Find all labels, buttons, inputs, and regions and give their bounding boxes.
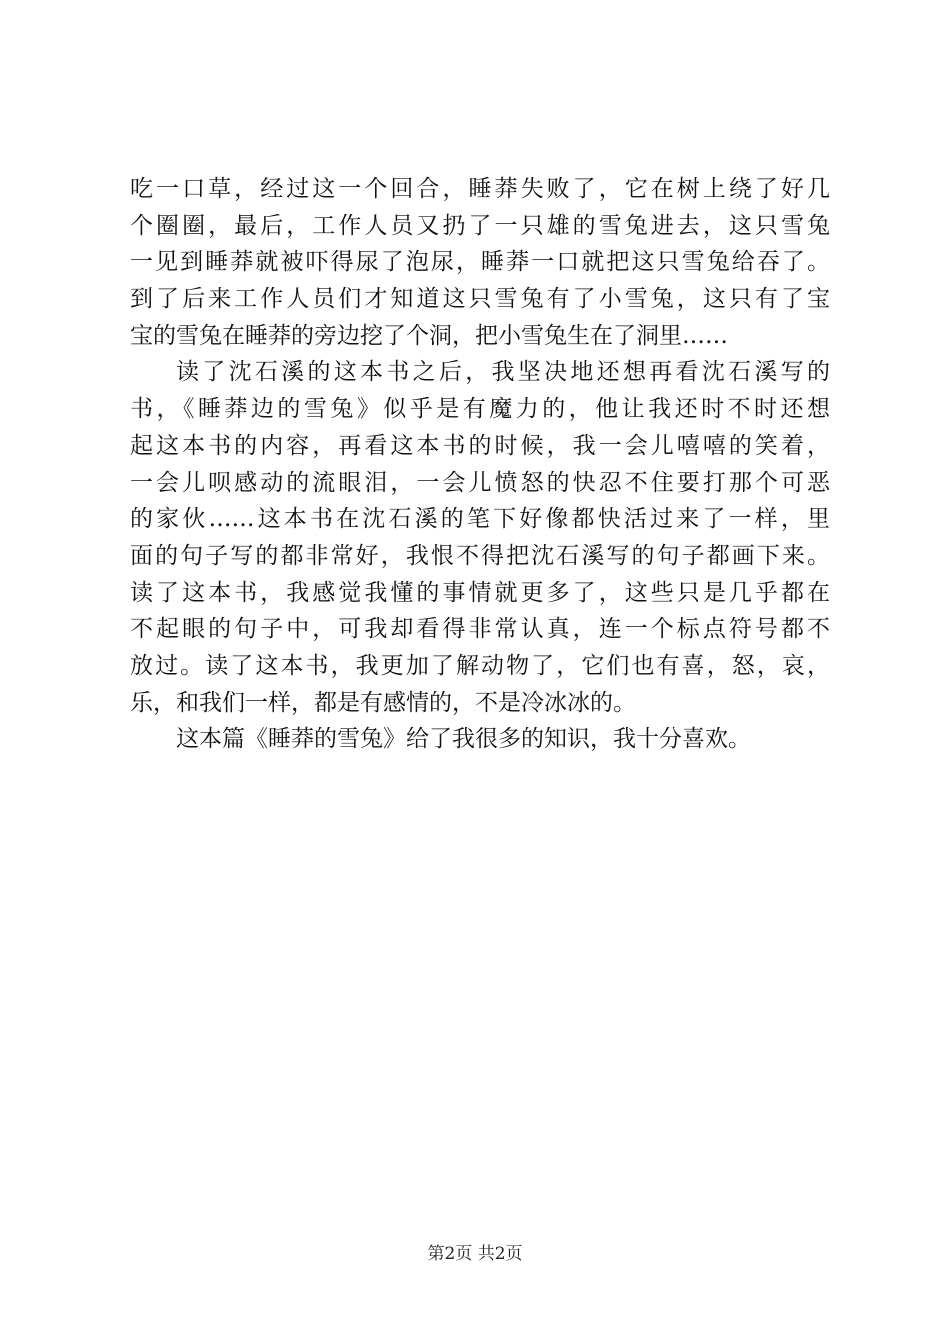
text-line: 到了后来工作人员们才知道这只雪兔有了小雪兔，这只有了宝 [130, 286, 830, 313]
page-number: 第2页 共2页 [427, 1244, 523, 1264]
text-line: 这本篇《睡莽的雪兔》给了我很多的知识，我十分喜欢。 [176, 726, 751, 753]
text-line: 读了沈石溪的这本书之后，我坚决地还想再看沈石溪写的 [176, 359, 830, 386]
text-line: 面的句子写的都非常好，我恨不得把沈石溪写的句子都画下来。 [130, 542, 830, 569]
document-body [130, 171, 830, 758]
page-footer [0, 1242, 950, 1266]
text-line: 不起眼的句子中，可我却看得非常认真，连一个标点符号都不 [130, 616, 830, 643]
text-line: 书，《睡莽边的雪兔》似乎是有魔力的，他让我还时不时还想 [130, 396, 830, 423]
text-line: 一见到睡莽就被吓得尿了泡尿，睡莽一口就把这只雪兔给吞了。 [130, 249, 830, 276]
text-line: 的家伙……这本书在沈石溪的笔下好像都快活过来了一样，里 [130, 506, 830, 533]
text-line: 放过。读了这本书，我更加了解动物了，它们也有喜，怒，哀， [130, 652, 830, 679]
text-line: 乐，和我们一样，都是有感情的，不是冷冰冰的。 [130, 689, 636, 716]
text-line: 读了这本书，我感觉我懂的事情就更多了，这些只是几乎都在 [130, 579, 830, 606]
text-line: 吃一口草，经过这一个回合，睡莽失败了，它在树上绕了好几 [130, 176, 830, 202]
text-line: 一会儿呗感动的流眼泪，一会儿愤怒的快忍不住要打那个可恶 [130, 469, 830, 496]
text-line: 起这本书的内容，再看这本书的时候，我一会儿嘻嘻的笑着， [130, 432, 830, 459]
text-line: 宝的雪兔在睡莽的旁边挖了个洞，把小雪兔生在了洞里…… [130, 322, 728, 349]
text-line: 个圈圈，最后，工作人员又扔了一只雄的雪兔进去，这只雪兔 [130, 212, 830, 239]
